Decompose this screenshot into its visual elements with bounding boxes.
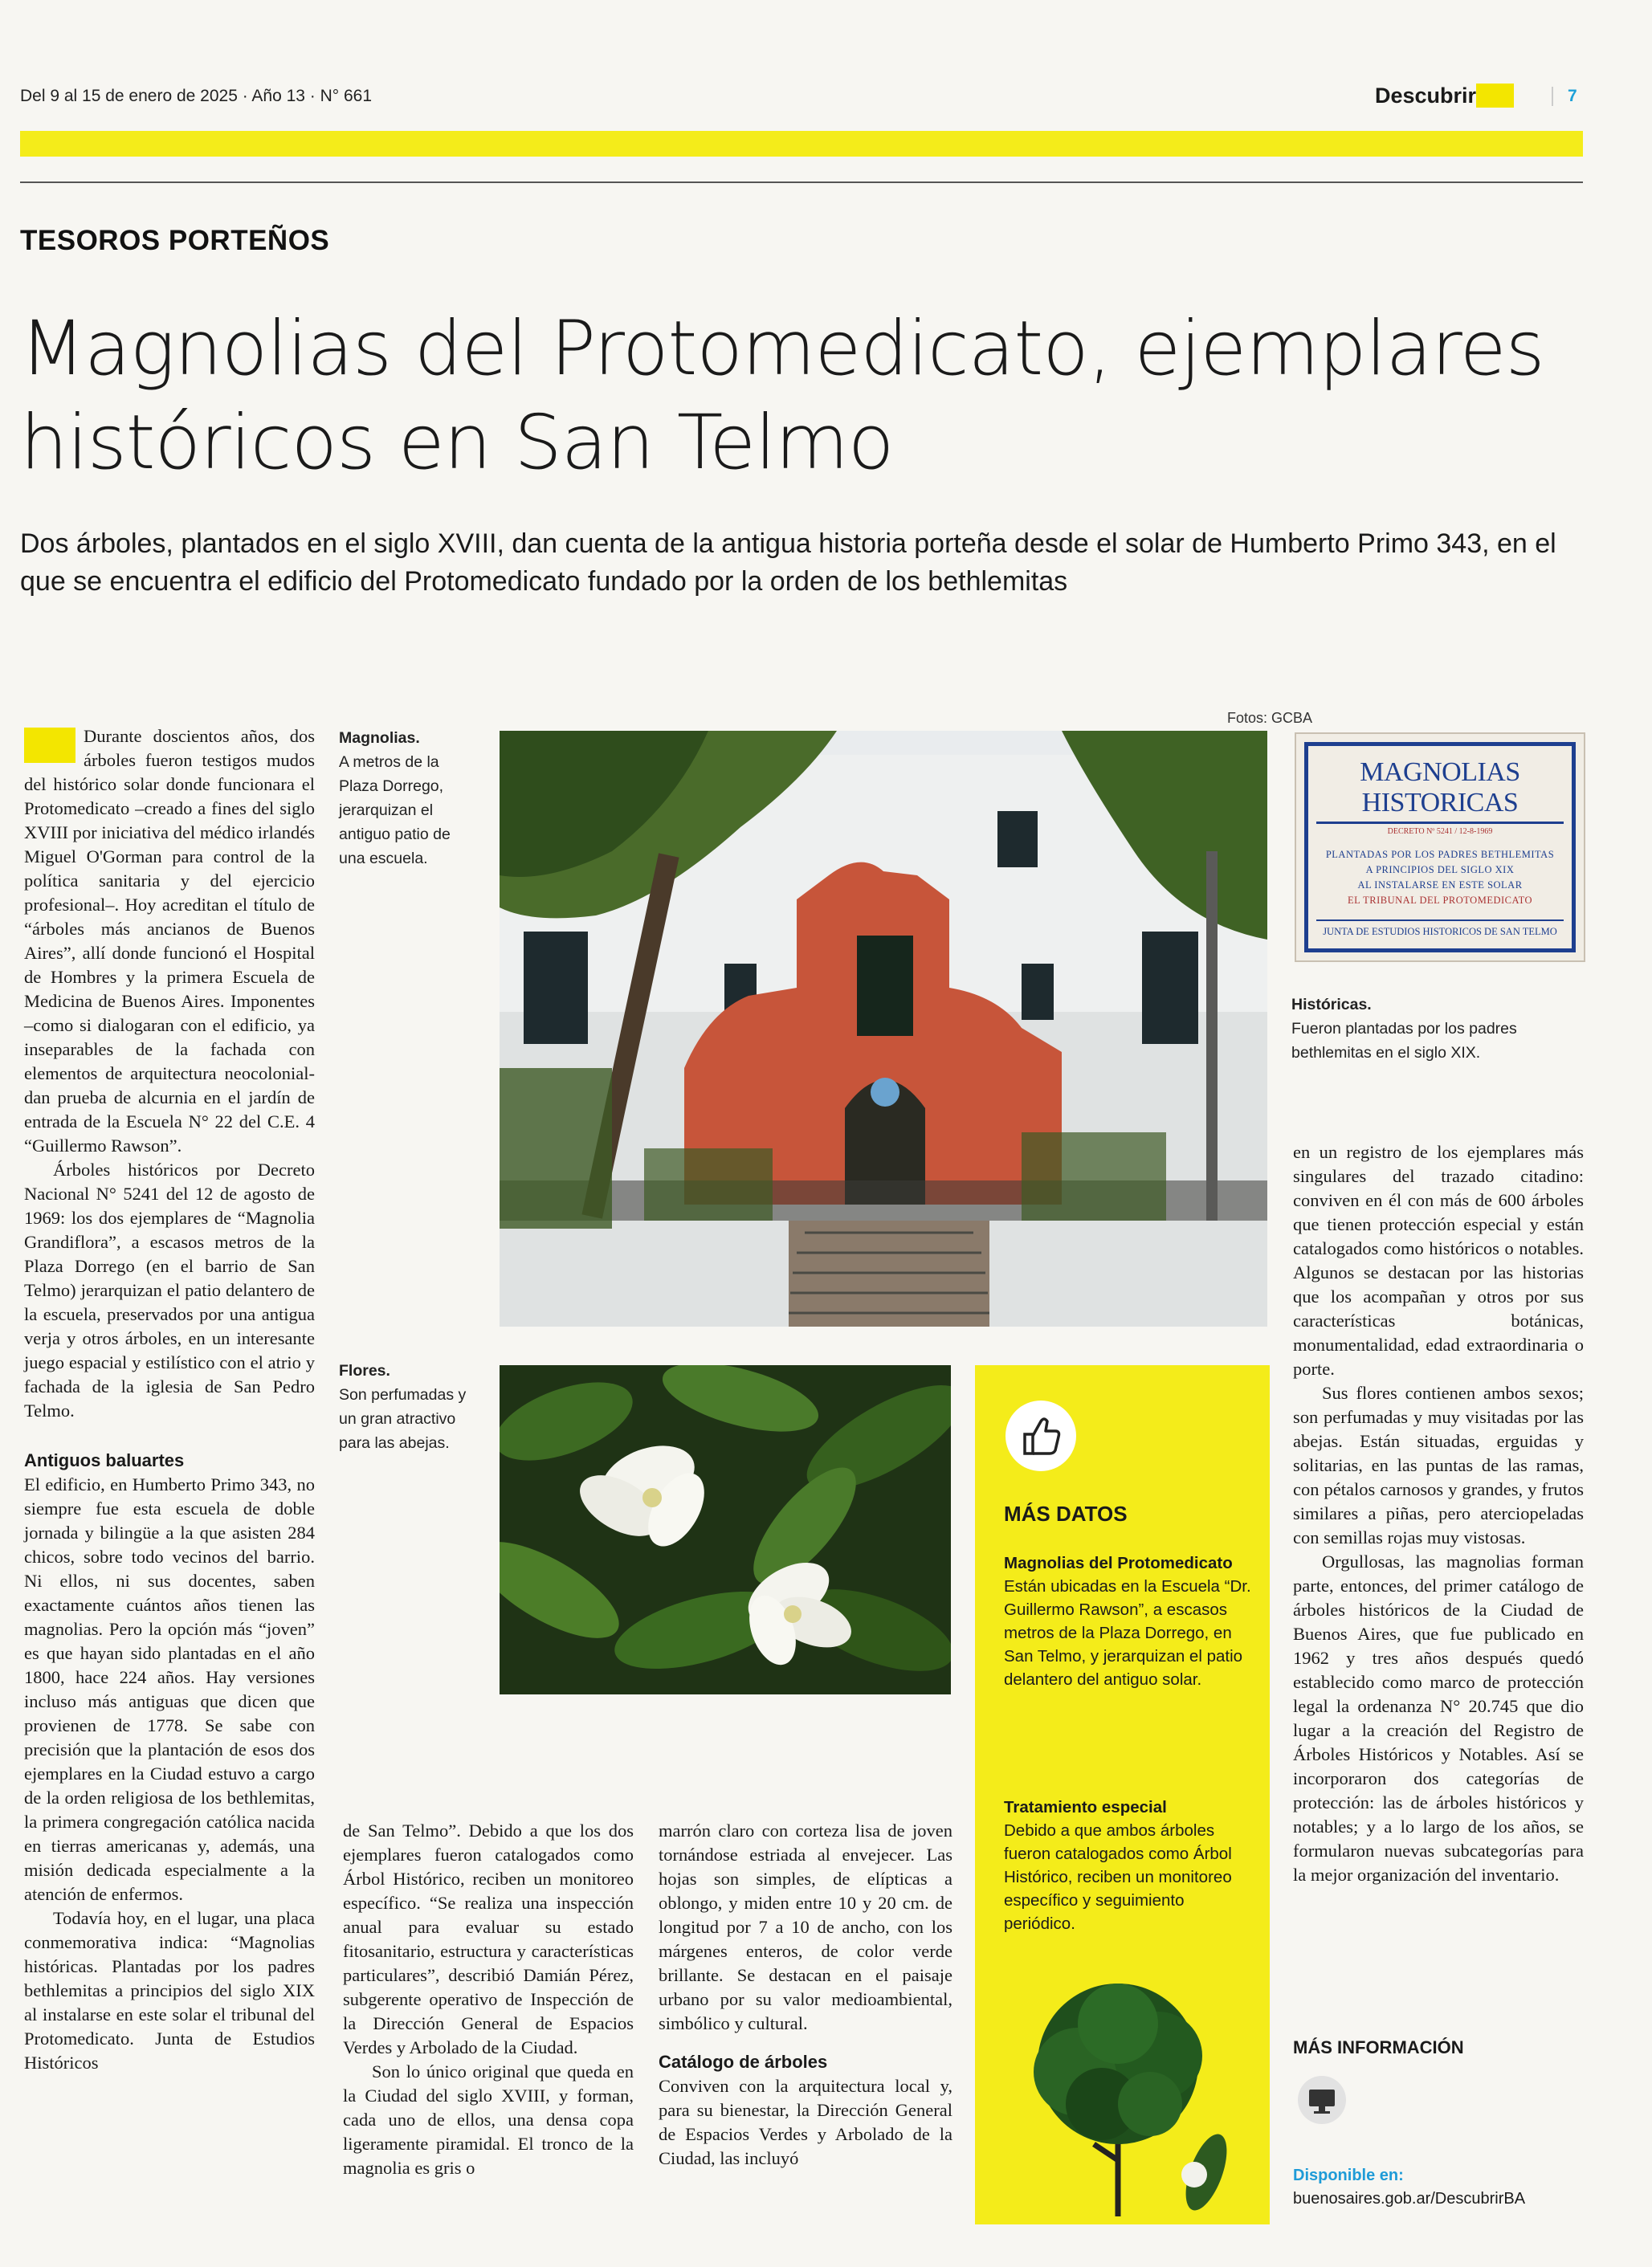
brand-logo (1375, 84, 1514, 108)
sidebar-block-title: Tratamiento especial (1004, 1798, 1167, 1816)
magnolia-flowers-photo (500, 1365, 951, 1694)
sidebar-block-tratamiento (1004, 1796, 1253, 1935)
plaque-title: MAGNOLIAS HISTORICAS (1316, 757, 1564, 824)
caption-flores (339, 1359, 479, 1455)
header-accent-bar (20, 131, 1583, 157)
flowers-illustration (500, 1365, 951, 1694)
plaque-footer: JUNTA DE ESTUDIOS HISTORICOS DE SAN TELMO (1316, 919, 1564, 938)
brand-suffix: BA (1476, 84, 1514, 108)
plaque-decree: DECRETO Nº 5241 / 12-8-1969 (1387, 827, 1493, 836)
more-info-title: MÁS INFORMACIÓN (1293, 2037, 1464, 2057)
plaque-line: EL TRIBUNAL DEL PROTOMEDICATO (1347, 895, 1533, 906)
page-number: 7 (1552, 87, 1577, 106)
caption-text: Son perfumadas y un gran atractivo para las abejas. (339, 1386, 467, 1452)
sidebar-title: MÁS DATOS (1004, 1502, 1128, 1526)
more-data-sidebar (975, 1365, 1270, 2224)
paragraph: Todavía hoy, en el lugar, una placa conmemorativa indica: “Magnolias históricas. Plantadas por los padres bethlemitas a principios del siglo XIX al instalarse en este solar el tribunal del Protomedicato. Junta de Estudios Históricos (24, 1908, 315, 2073)
monitor-icon (1298, 2076, 1346, 2124)
commemorative-plaque (1295, 732, 1585, 962)
paragraph: El edificio, en Humberto Primo 343, no siempre fue esta escuela de doble jornada y bilingüe a la que asisten 284 chicos, sobre todo vecinos del barrio. Ni ellos, ni sus docentes, saben exactamente cuántos años tienen las magnolias. Pero la opción más “joven” es que hayan sido plantadas en el año 1800, hace 224 años. Hay versiones incluso más antiguas que dicen que provienen de 1778. Se sabe con precisión que la plantación de esos dos ejemplares en la Ciudad estuvo a cargo de la orden religiosa de los bethlemitas, la primera congregación católica nacida en tierras americanas y, además, una misión dedicada especialmente a la atención de enfermos. (24, 1474, 315, 1904)
article-column-3 (659, 1819, 952, 2171)
caption-title: Históricas. (1291, 996, 1372, 1013)
paragraph: marrón claro con corteza lisa de joven tornándose estriada al envejecer. Las hojas son simples, de elípticas a oblongo, y miden entre 10 y 20 cm. de longitud por 7 a 10 de ancho, con los márgenes enteros, de color verde brillante. Se destacan en el paisaje urbano por su valor medioambiental, simbólico y cultural. (659, 1821, 952, 2033)
photo-credit: Fotos: GCBA (1227, 710, 1313, 726)
deck: Dos árboles, plantados en el siglo XVIII, dan cuenta de la antigua historia porteña desde el solar de Humberto Primo 343, en el que se encuentra el edificio del Protomedicato fundado por la orden de los bethlemitas (20, 528, 1556, 597)
brand-name: Descubrir (1375, 84, 1477, 108)
paragraph: Árboles históricos por Decreto Nacional N° 5241 del 12 de agosto de 1969: los dos ejemplares de “Magnolia Grandiflora”, a escasos metros de la Plaza Dorrego (en el barrio de San Telmo) jerarquizan el patio delantero de la escuela, preservados por una antigua verja y otros árboles, en un interesante juego espacial y estilístico con el atrio y fachada de la iglesia de San Pedro Telmo. (24, 1160, 315, 1421)
headline: Magnolias del Protomedicato, ejemplares históricos en San Telmo (20, 305, 1544, 487)
building-illustration (500, 731, 1267, 1327)
paragraph: Conviven con la arquitectura local y, para su bienestar, la Dirección General de Espacios Verdes y Arbolado de la Ciudad, las incluyó (659, 2076, 952, 2168)
paragraph: en un registro de los ejemplares más singulares del trazado citadino: conviven en él con más de 600 árboles que tienen protección especial y están catalogados como históricos o notables. Algunos se destacan por las historias que los acompañan y otros por sus características botánicas, monumentalidad, edad extraordinaria o porte. (1293, 1142, 1584, 1379)
subhead: Antiguos baluartes (24, 1450, 185, 1470)
building-photo (500, 731, 1267, 1327)
sidebar-block-text: Debido a que ambos árboles fueron catalogados como Árbol Histórico, reciben un monitoreo específico y seguimiento periódico. (1004, 1821, 1232, 1933)
plaque-line: A PRINCIPIOS DEL SIGLO XIX (1365, 864, 1515, 875)
article-column-4 (1293, 1140, 1584, 1887)
caption-title: Flores. (339, 1362, 390, 1380)
paragraph: Orgullosas, las magnolias forman parte, entonces, del primer catálogo de árboles históricos de la Ciudad de Buenos Aires, que fue publicado en 1962 y tres años después quedó establecido como marco de protección legal la ordenanza N° 20.745 que dio lugar a la creación del Registro de Árboles Históricos y Notables. Así se incorporaron dos categorías de protección: las de árboles históricos y notables; y a lo largo de los años, se formularon nuevas subcategorías para la mejor organización del inventario. (1293, 1551, 1584, 1885)
sidebar-block-text: Están ubicadas en la Escuela “Dr. Guillermo Rawson”, a escasos metros de la Plaza Dorrego, en San Telmo, y jerarquizan el patio delantero del antiguo solar. (1004, 1577, 1251, 1689)
section-tag: TESOROS PORTEÑOS (20, 225, 330, 256)
subhead: Catálogo de árboles (659, 2052, 828, 2072)
caption-title: Magnolias. (339, 729, 420, 747)
caption-text: A metros de la Plaza Dorrego, jerarquizan el antiguo patio de una escuela. (339, 753, 451, 867)
caption-historicas (1291, 993, 1572, 1065)
sidebar-block-title: Magnolias del Protomedicato (1004, 1554, 1233, 1572)
article-column-1 (24, 724, 315, 2075)
caption-text: Fueron plantadas por los padres bethlemitas en el siglo XIX. (1291, 1020, 1517, 1062)
paragraph: Sus flores contienen ambos sexos; son perfumadas y muy visitadas por las abejas. Están situadas, erguidas y solitarias, en las puntas de las ramas, con pétalos carnosos y grandes, y frutos similares a piñas, pero aterciopeladas con semillas rojas muy vistosas. (1293, 1383, 1584, 1547)
paragraph: Durante doscientos años, dos árboles fueron testigos mudos del histórico solar donde funcionara el Protomedicato –creado a fines del siglo XVIII por iniciativa del médico irlandés Miguel O'Gorman para control de la política sanitaria y del ejercicio profesional–. Hoy acreditan el título de “árboles más ancianos de Buenos Aires”, allí donde funcionó el Hospital de Hombres y la primera Escuela de Medicina de Buenos Aires. Imponentes –como si dialogaran con el edificio, ya inseparables de la fachada con elementos de arquitectura neocolonial- dan prueba de alcurnia en el jardín de entrada de la Escuela N° 22 del C.E. 4 “Guillermo Rawson”. (24, 726, 315, 1156)
paragraph: de San Telmo”. Debido a que los dos ejemplares fueron catalogados como Árbol Histórico, reciben un monitoreo específico. “Se realiza una inspección anual para evaluar su estado fitosanitario, estructura y características particulares”, describió Damián Pérez, subgerente operativo de Inspección de la Dirección General de Espacios Verdes y Arbolado de la Ciudad. (343, 1821, 634, 2057)
article-column-2 (343, 1819, 634, 2180)
thumbs-up-icon (1005, 1401, 1076, 1471)
available-label: Disponible en: (1293, 2167, 1404, 2184)
more-info-link[interactable]: buenosaires.gob.ar/DescubrirBA (1293, 2190, 1526, 2208)
tree-illustration (1014, 1975, 1238, 2216)
ba-logo-badge (24, 728, 75, 763)
paragraph: Son lo único original que queda en la Ciudad del siglo XVIII, y forman, cada uno de ellos, una densa copa ligeramente piramidal. El tronco de la magnolia es gris o (343, 2061, 634, 2178)
plaque-line: PLANTADAS POR LOS PADRES BETHLEMITAS (1325, 849, 1555, 860)
header-rule (20, 181, 1583, 183)
plaque-line: AL INSTALARSE EN ESTE SOLAR (1357, 879, 1523, 891)
caption-magnolias (339, 726, 479, 871)
issue-line: Del 9 al 15 de enero de 2025 · Año 13 · N° 661 (20, 87, 373, 105)
plaque-frame (1304, 742, 1576, 952)
sidebar-block-protomedicato (1004, 1551, 1253, 1691)
